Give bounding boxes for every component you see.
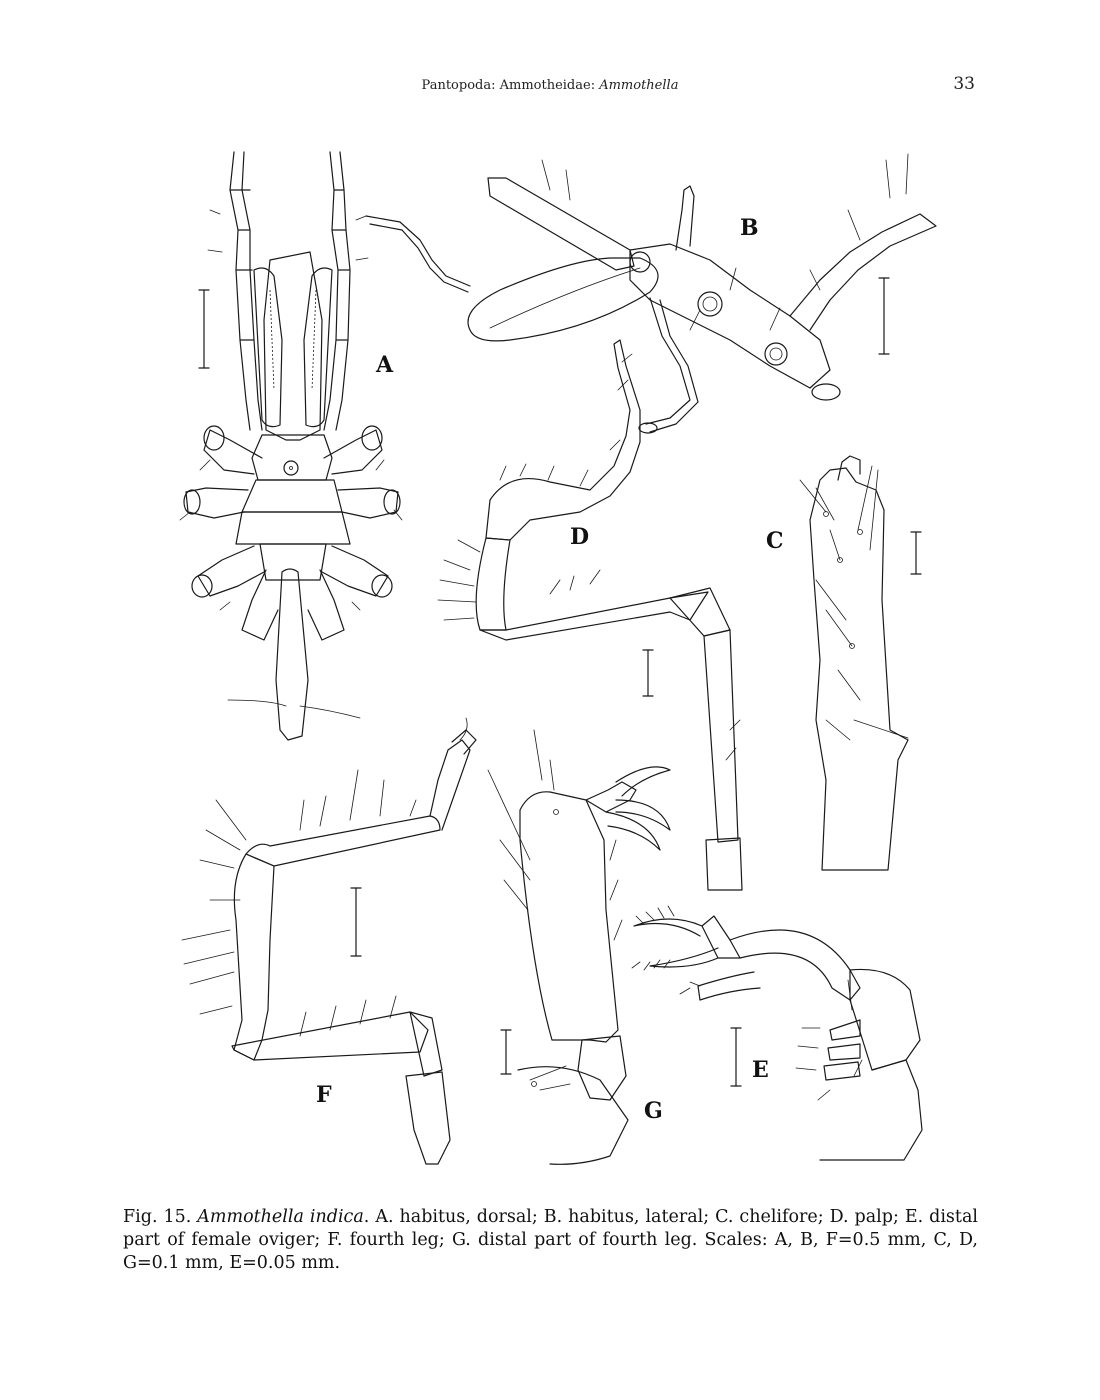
panel-c-chelifore [766, 456, 921, 870]
panel-b-habitus-lateral [366, 154, 936, 433]
panel-a-habitus-dorsal [180, 152, 402, 740]
running-title-genus: Ammothella [599, 78, 679, 93]
panel-label-b: B [740, 215, 759, 241]
figure-plate [170, 140, 950, 1180]
figure-drawing [170, 140, 950, 1180]
caption-body: A. habitus, dorsal; B. habitus, lateral; C. chelifore; D. palp; E. distal part of female oviger; F. fourth leg; G. distal part of fourth leg. [123, 1207, 978, 1250]
caption-scales: Scales: A, B, F=0.5 mm, C, D, G=0.1 mm, E=0.05 mm. [123, 1229, 978, 1273]
panel-f-fourth-leg [182, 718, 476, 1164]
caption-species: Ammothella indica [197, 1207, 364, 1227]
panel-label-c: C [766, 528, 784, 554]
running-title-prefix: Pantopoda: Ammotheidae: [421, 78, 600, 93]
panel-label-g: G [644, 1098, 663, 1124]
caption-fig-number: Fig. 15. [123, 1207, 192, 1227]
panel-g-distal-fourth-leg [488, 730, 670, 1164]
panel-label-f: F [316, 1082, 332, 1108]
panel-e-female-oviger [632, 906, 922, 1160]
figure-caption [123, 1206, 978, 1274]
panel-label-a: A [376, 352, 394, 378]
panel-label-d: D [570, 524, 590, 550]
caption-species-period: . [363, 1207, 370, 1227]
panel-label-e: E [752, 1057, 769, 1083]
page-number: 33 [953, 74, 975, 94]
